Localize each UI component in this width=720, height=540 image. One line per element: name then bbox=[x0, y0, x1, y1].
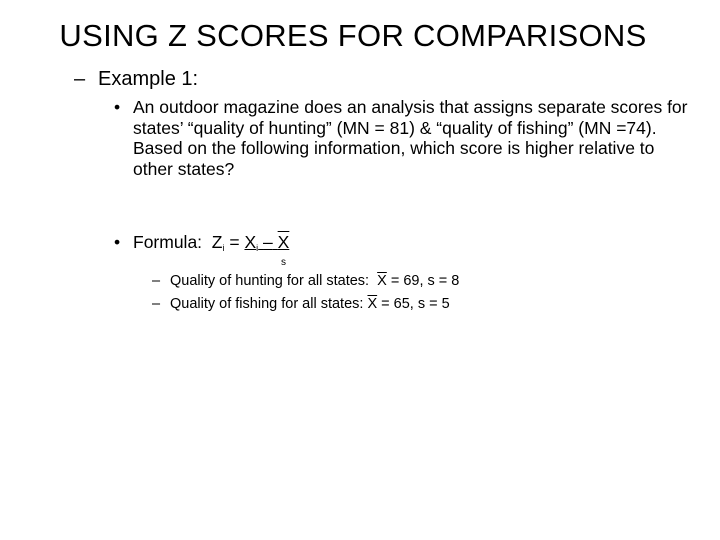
sub-dash: – bbox=[152, 273, 161, 289]
example-heading bbox=[74, 68, 198, 91]
formula-z: Z bbox=[211, 232, 223, 252]
formula-minus: – bbox=[263, 232, 273, 252]
hunting-xbar: $\overline{X}$ bbox=[377, 273, 387, 289]
question-text: An outdoor magazine does an analysis that assigns separate scores for states’ “quality of hunting” (MN = 81) & “quality of fishing” (MN =74). Based on the following information, which score is higher relative to other states? bbox=[133, 97, 688, 179]
sub-dash: – bbox=[152, 296, 161, 312]
hunting-stats bbox=[152, 273, 459, 289]
formula-label: Formula: bbox=[133, 232, 203, 252]
formula-equals: = bbox=[229, 232, 240, 252]
slide-title: USING Z SCORES FOR COMPARISONS bbox=[59, 18, 647, 53]
bullet-icon: • bbox=[114, 232, 121, 252]
formula-denominator: s bbox=[281, 257, 286, 268]
example-label: Example 1: bbox=[98, 68, 199, 90]
formula-xbar: X bbox=[277, 232, 290, 252]
formula-numerator bbox=[244, 232, 289, 252]
formula-x: X bbox=[244, 232, 257, 252]
fishing-values: = 65, s = 5 bbox=[381, 296, 450, 312]
bullet-icon: • bbox=[114, 97, 121, 117]
hunting-values: = 69, s = 8 bbox=[390, 273, 460, 289]
fishing-prefix: Quality of fishing for all states: bbox=[170, 296, 364, 312]
fishing-xbar: $\overline{X}$ bbox=[367, 296, 378, 312]
formula-z-subscript: i bbox=[222, 243, 225, 253]
example-dash: – bbox=[74, 68, 86, 90]
formula-x-subscript: i bbox=[256, 243, 259, 253]
formula bbox=[133, 232, 693, 259]
hunting-prefix: Quality of hunting for all states: bbox=[170, 273, 370, 289]
fishing-stats bbox=[152, 296, 450, 312]
